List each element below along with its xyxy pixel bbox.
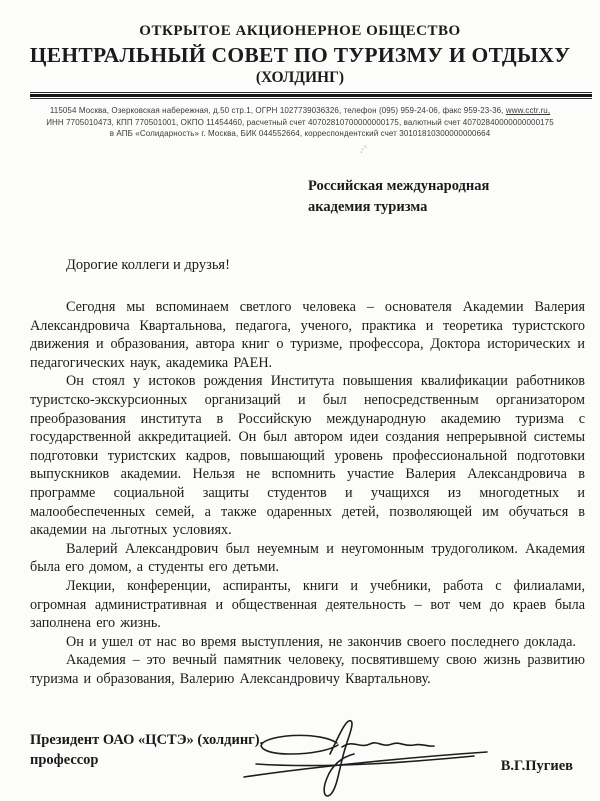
recipient-line1: Российская международная (308, 178, 490, 194)
paragraph: Он и ушел от нас во время выступления, не закончив своего последнего доклада. (66, 633, 576, 650)
letterhead-details-line1: 115054 Москва, Озерковская набережная, д.50 стр.1, ОГРН 1027739036326, телефон (095) 959-24-06, факс 959-23-36, (49, 106, 504, 115)
recipient-block (308, 176, 489, 218)
signer-title-line1: Президент ОАО «ЦСТЭ» (холдинг), (30, 732, 264, 748)
org-type-line: ОТКРЫТОЕ АКЦИОНЕРНОЕ ОБЩЕСТВО (139, 23, 461, 39)
paragraph: Академия – это вечный памятник человеку, посвятившему свою жизнь развитию туризма и образования, Валерию Александровичу Квартальнову. (30, 652, 585, 687)
letterhead-divider (30, 92, 592, 99)
paragraph: Валерий Александрович был неуемным и неугомонным трудоголиком. Академия была его домом, а студенты его детьми. (30, 540, 585, 576)
org-name-line: ЦЕНТРАЛЬНЫЙ СОВЕТ ПО ТУРИЗМУ И ОТДЫХУ (29, 43, 571, 67)
letterhead-website: www.cctr.ru, (505, 106, 551, 115)
signer-title-line2: профессор (30, 752, 99, 768)
signature-block (30, 730, 585, 774)
paragraph: Лекции, конференции, аспиранты, книги и учебники, работа с филиалами, огромная административная и общественная деятельность – вот чем до краев была заполнена его жизнь. (30, 577, 585, 632)
ink-smudge (358, 142, 370, 161)
letterhead-details-line2: ИНН 7705010473, КПП 770501001, ОКПО 11454460, расчетный счет 40702810700000000175, валютный счет 40702840000000000175 (46, 117, 554, 127)
signer-name: В.Г.Пугиев (500, 758, 573, 774)
paragraph: Сегодня мы вспоминаем светлого человека – основателя Академии Валерия Александровича Квартальнова, педагога, ученого, практика и теоретика туристского движения и образования, автора книг о туризме, профессора, Доктора исторических и педагогических наук, академика РАЕН. (30, 299, 585, 371)
org-suffix-line: (ХОЛДИНГ) (255, 69, 345, 86)
letterhead-details (0, 105, 600, 140)
letterhead (0, 0, 600, 87)
paragraph: Он стоял у истоков рождения Института повышения квалификации работников туристско-экскурсионных организаций и был непосредственным организатором преобразования института в Российскую международную академию туризма с государственной аккредитацией. Он был автором идеи создания непрерывной системы подготовки туристских кадров, повышающий уровень профессиональной подготовки выпускников академии. Нельзя не вспомнить участие Валерия Александровича в программе социальной защиты студентов и учащихся из многодетных и малообеспеченных семей, а также одаренных детей, позволяющей им обучаться в академии на льготных условиях. (30, 373, 585, 539)
salutation: Дорогие коллеги и друзья! (66, 257, 230, 273)
letter-body (30, 257, 585, 688)
recipient-line2: академия туризма (308, 199, 428, 215)
letterhead-details-line3: в АПБ «Солидарность» г. Москва, БИК 044552664, корреспондентский счет 30101810300000000664 (109, 129, 491, 138)
handwritten-signature (242, 714, 492, 801)
